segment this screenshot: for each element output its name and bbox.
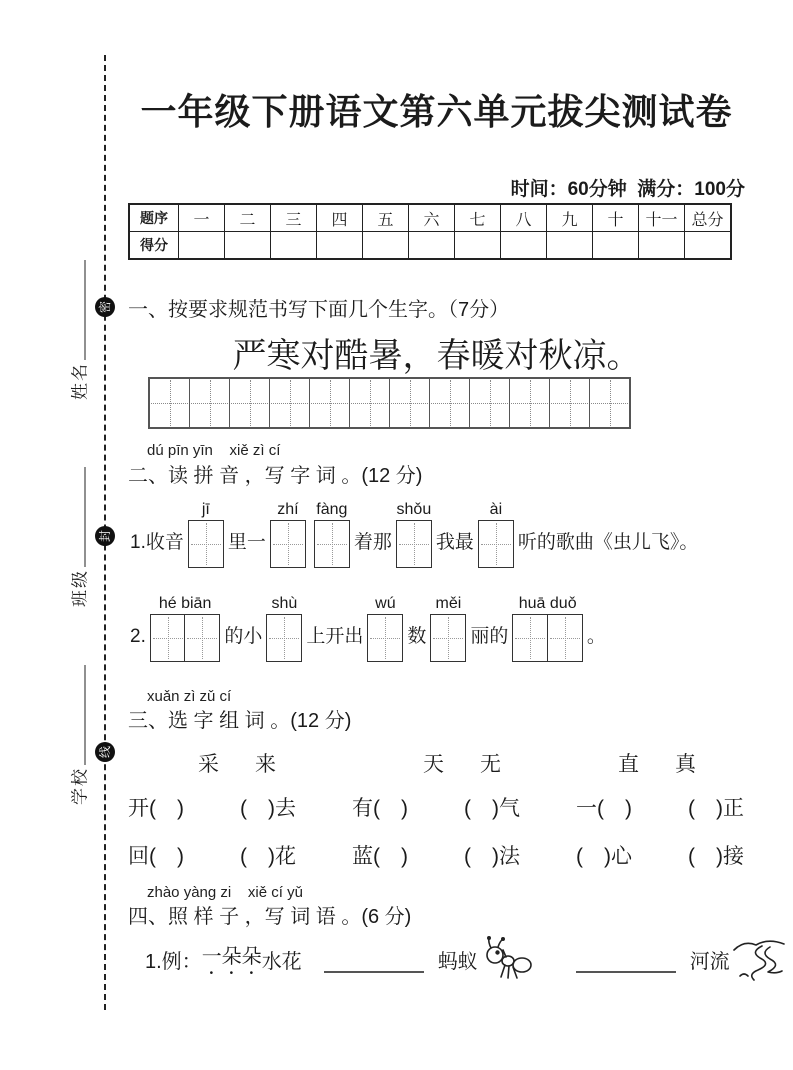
col-2: 二 — [225, 204, 271, 232]
pinyin-label: jī — [201, 501, 210, 518]
choice-group-3 — [618, 748, 696, 778]
answer-box — [188, 520, 224, 568]
blank-item: ( )接 — [688, 845, 744, 868]
answer-box — [184, 614, 220, 662]
writing-grid-cell — [270, 379, 310, 427]
pinyin-label: zhí — [277, 501, 299, 518]
col-9: 九 — [547, 204, 593, 232]
question-1-text: 里一 — [227, 532, 266, 553]
score-cell — [593, 232, 639, 260]
writing-grid — [148, 377, 631, 429]
question-2-text: 丽的 — [470, 626, 509, 647]
pinyin-box-unit — [150, 594, 221, 662]
score-cell — [225, 232, 271, 260]
pinyin-label: wú — [375, 595, 396, 612]
score-label: 得分 — [129, 232, 179, 260]
school-label: 学校 — [70, 767, 90, 805]
score-cell — [547, 232, 593, 260]
col-8: 八 — [501, 204, 547, 232]
answer-blank-line — [576, 945, 676, 973]
question-2-line — [130, 594, 606, 662]
school-blank-line — [66, 665, 86, 765]
pinyin-box-unit — [367, 594, 403, 662]
question-2-text: 2. — [130, 626, 146, 647]
pinyin-label: huā duǒ — [518, 595, 577, 612]
pinyin-box-unit — [188, 500, 224, 568]
example-rest: 水花 — [261, 950, 302, 973]
answer-box — [270, 520, 306, 568]
choice-char: 无 — [480, 753, 501, 776]
pinyin-label: měi — [435, 595, 462, 612]
seal-char-feng: 封 — [95, 526, 115, 546]
answer-box — [478, 520, 514, 568]
pinyin-label: ài — [489, 501, 503, 518]
word-river: 河流 — [689, 950, 730, 973]
question-1-text: 听的歌曲《虫儿飞》。 — [517, 532, 699, 553]
score-cell — [317, 232, 363, 260]
pinyin-box-unit — [430, 594, 466, 662]
blank-item: ( )法 — [464, 845, 520, 868]
question-1-text: 1.收音 — [130, 532, 184, 553]
score-cell — [409, 232, 455, 260]
section-3-pinyin: xuǎn zì zǔ cí — [147, 688, 232, 705]
class-label: 班级 — [70, 569, 90, 607]
col-6: 六 — [409, 204, 455, 232]
col-4: 四 — [317, 204, 363, 232]
section-4-heading: 四、照 样 子 ，写 词 语 。(6 分) — [128, 906, 412, 928]
answer-box-double — [150, 614, 221, 662]
question-2-text: 。 — [586, 626, 606, 647]
answer-box — [150, 614, 186, 662]
answer-box — [512, 614, 548, 662]
name-label: 姓名 — [70, 362, 90, 400]
word-ant: 蚂蚁 — [437, 950, 478, 973]
river-icon — [732, 936, 786, 982]
blank-item: ( )花 — [240, 845, 296, 868]
score-cell — [455, 232, 501, 260]
example-line — [145, 936, 788, 982]
table-row-score — [129, 232, 731, 260]
choice-characters-row — [128, 748, 745, 776]
blank-item: ( )气 — [464, 797, 520, 820]
seal-char-mi: 密 — [95, 297, 115, 317]
col-11: 十一 — [639, 204, 685, 232]
answer-box — [314, 520, 350, 568]
section-1-heading: 一、按要求规范书写下面几个生字。（7分） — [128, 299, 510, 321]
col-total: 总分 — [685, 204, 732, 232]
writing-grid-cell — [510, 379, 550, 427]
pinyin-box-unit — [396, 500, 432, 568]
answer-box — [396, 520, 432, 568]
pinyin-box-unit — [266, 594, 302, 662]
seal-char-xian: 线 — [95, 742, 115, 762]
choice-group-2 — [423, 748, 501, 778]
col-1: 一 — [179, 204, 225, 232]
writing-grid-cell — [430, 379, 470, 427]
pinyin-box-unit — [478, 500, 514, 568]
section-1-sentence: 严寒对酷暑，春暖对秋凉。 — [232, 336, 641, 376]
question-1-text: 着那 — [353, 532, 392, 553]
writing-grid-cell — [310, 379, 350, 427]
time-score-meta: 时间：60分钟 满分：100分 — [510, 179, 745, 200]
answer-blank-line — [324, 945, 424, 973]
score-cell — [179, 232, 225, 260]
col-7: 七 — [455, 204, 501, 232]
score-cell — [685, 232, 732, 260]
choice-group-1 — [198, 748, 276, 778]
name-blank-line — [66, 260, 86, 360]
choice-char: 采 — [198, 753, 219, 776]
choice-char: 真 — [675, 753, 696, 776]
writing-grid-cell — [390, 379, 430, 427]
class-field — [66, 467, 91, 607]
answer-box-double — [512, 614, 583, 662]
table-row-question-order — [129, 204, 731, 232]
col-3: 三 — [271, 204, 317, 232]
writing-grid-cell — [350, 379, 390, 427]
page-title: 一年级下册语文第六单元拔尖测试卷 — [140, 91, 733, 132]
writing-grid-cell — [230, 379, 270, 427]
section-2-heading: 二、读 拼 音 ，写 字 词 。(12 分) — [128, 465, 423, 487]
example-prefix: 1.例： — [145, 950, 202, 973]
question-2-text: 上开出 — [306, 626, 364, 647]
score-cell — [363, 232, 409, 260]
answer-box — [430, 614, 466, 662]
answer-box — [367, 614, 403, 662]
pinyin-box-unit — [314, 500, 350, 568]
blank-item: 回( ) — [128, 845, 184, 868]
question-order-label: 题序 — [129, 204, 179, 232]
pinyin-box-unit — [512, 594, 583, 662]
blank-item: 蓝( ) — [352, 845, 408, 868]
pinyin-label: fàng — [316, 501, 348, 518]
fill-blank-row-2 — [128, 840, 744, 870]
blank-item: ( )去 — [240, 797, 296, 820]
score-table — [128, 203, 732, 260]
blank-item: ( )心 — [576, 845, 632, 868]
col-5: 五 — [363, 204, 409, 232]
choice-char: 来 — [255, 753, 276, 776]
writing-grid-cell — [190, 379, 230, 427]
blank-item: 一( ) — [576, 797, 632, 820]
school-field — [66, 665, 91, 805]
fill-blank-row-1 — [128, 792, 744, 822]
score-cell — [501, 232, 547, 260]
question-1-line — [130, 500, 698, 568]
score-cell — [639, 232, 685, 260]
writing-grid-cell — [150, 379, 190, 427]
choice-char: 直 — [618, 753, 639, 776]
writing-grid-cell — [590, 379, 629, 427]
writing-grid-cell — [470, 379, 510, 427]
section-2-pinyin: dú pīn yīn xiě zì cí — [147, 442, 281, 459]
choice-char: 天 — [423, 753, 444, 776]
blank-item: 有( ) — [352, 797, 408, 820]
pinyin-label: shǒu — [396, 501, 432, 518]
score-cell — [271, 232, 317, 260]
example-emphasized: 一朵朵 — [201, 945, 262, 968]
pinyin-label: shù — [271, 595, 298, 612]
question-2-text: 数 — [407, 626, 427, 647]
ant-icon — [480, 936, 534, 982]
blank-item: ( )正 — [688, 797, 744, 820]
answer-box — [266, 614, 302, 662]
class-blank-line — [66, 467, 86, 567]
writing-grid-cell — [550, 379, 590, 427]
question-1-text: 我最 — [435, 532, 474, 553]
answer-box — [547, 614, 583, 662]
question-2-text: 的小 — [224, 626, 263, 647]
blank-item: 开( ) — [128, 797, 184, 820]
section-4-pinyin: zhào yàng zi xiě cí yǔ — [147, 884, 303, 901]
pinyin-box-unit — [270, 500, 306, 568]
col-10: 十 — [593, 204, 639, 232]
name-field — [66, 260, 91, 400]
section-3-heading: 三、选 字 组 词 。(12 分) — [128, 710, 352, 732]
pinyin-label: hé biān — [158, 595, 212, 612]
